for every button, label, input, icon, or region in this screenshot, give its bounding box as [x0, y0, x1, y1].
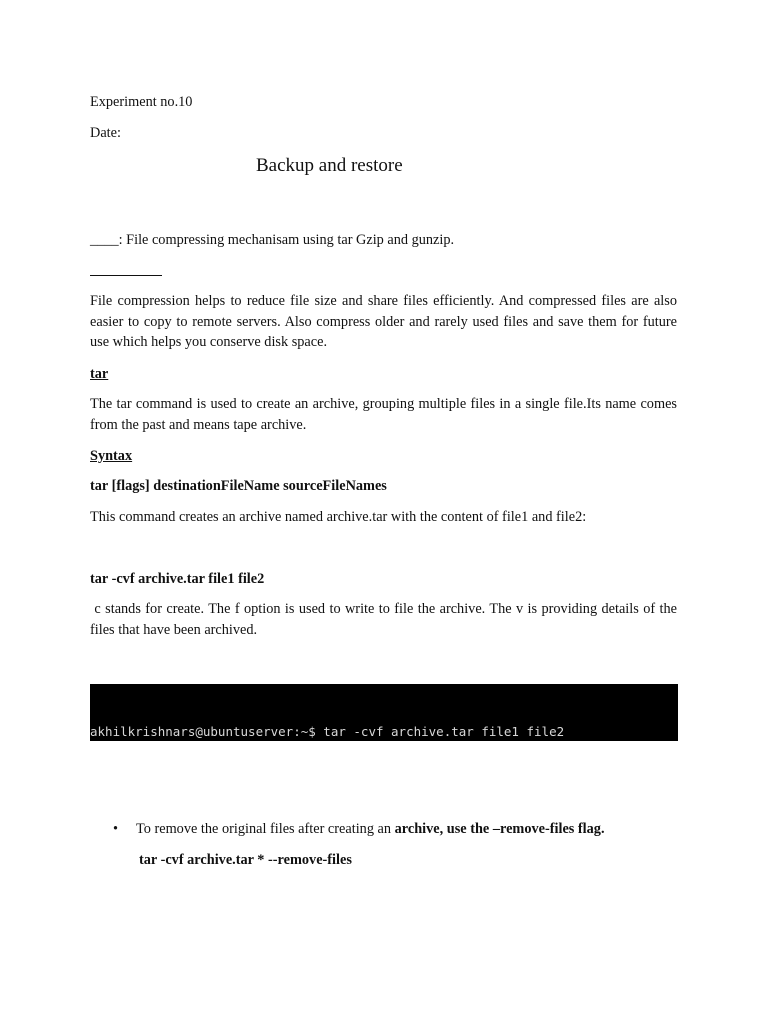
syntax-heading: Syntax: [90, 448, 133, 464]
bullet-icon: •: [113, 821, 119, 837]
example-command: tar -cvf archive.tar file1 file2: [90, 571, 265, 587]
terminal-line-command: akhilkrishnars@ubuntuserver:~$ tar -cvf archive.tar file1 file2: [90, 724, 565, 739]
tar-heading: tar: [90, 366, 109, 382]
tar-description: The tar command is used to create an archive, grouping multiple files in a single file.Its name comes from the past and means tape archive.: [90, 396, 677, 433]
bullet-item: [136, 819, 605, 840]
intro-paragraph: File compression helps to reduce file size and share files efficiently. And compressed files are also easier to copy to remote servers. Also compress older and rarely used files and save them for future use which helps you conserve disk space.: [90, 293, 677, 350]
example-description: This command creates an archive named archive.tar with the content of file1 and file2:: [90, 509, 587, 525]
syntax-line: tar [flags] destinationFileName sourceFileNames: [90, 478, 387, 494]
page-title: Backup and restore: [256, 155, 403, 176]
example-explanation: c stands for create. The f option is used to write to file the archive. The v is providing details of the files that have been archived.: [90, 601, 681, 638]
short-rule: [90, 275, 162, 276]
experiment-number: Experiment no.10: [90, 94, 193, 110]
terminal-screenshot: [90, 684, 678, 741]
bullet-text-plain: To remove the original files after creating an: [136, 821, 395, 837]
bullet-text-bold: archive, use the –remove-files flag.: [394, 821, 605, 837]
remove-files-command: tar -cvf archive.tar * --remove-files: [139, 852, 352, 868]
aim-line: ____: File compressing mechanisam using tar Gzip and gunzip.: [90, 232, 455, 248]
date-label: Date:: [90, 125, 121, 141]
